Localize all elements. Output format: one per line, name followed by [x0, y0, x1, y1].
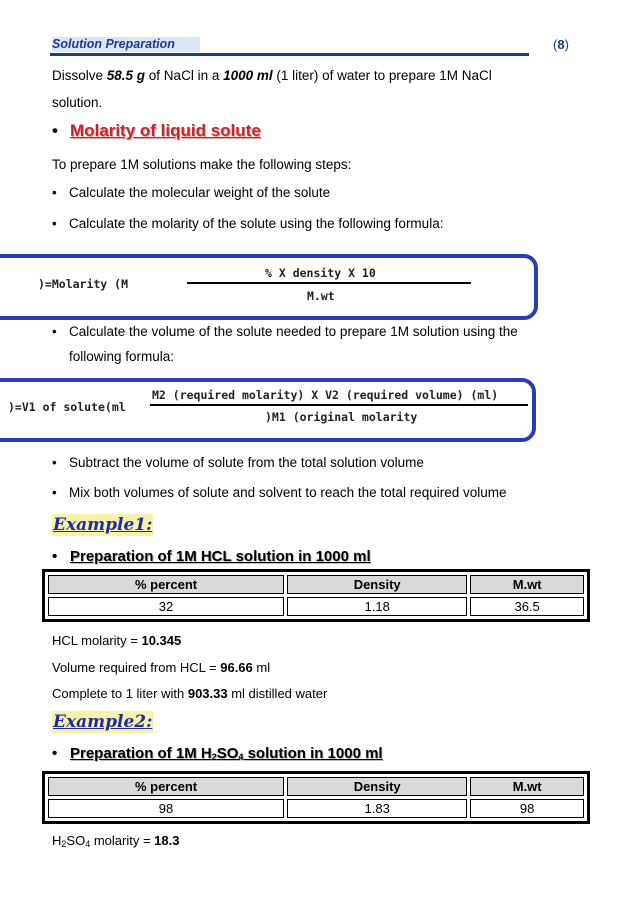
header-rule [50, 53, 529, 56]
step-3-line-2: following formula: [69, 349, 175, 364]
table-cell: 98 [48, 799, 284, 818]
formula-1-numerator: % X density X 10 [265, 266, 376, 280]
table-header-cell: Density [287, 575, 467, 594]
formula-1-fraction-bar [187, 282, 471, 284]
step-4: • Subtract the volume of solute from the total solution volume [52, 455, 424, 470]
page-header-title: Solution Preparation [52, 37, 200, 52]
example-2-title: Example2: [53, 712, 153, 732]
formula-1-denominator: M.wt [307, 289, 335, 303]
hcl-molarity: HCL molarity = 10.345 [52, 633, 182, 648]
table-cell: 1.18 [287, 597, 467, 616]
table-header-cell: % percent [48, 575, 284, 594]
page-number: (8) [553, 37, 569, 52]
example-2-subtitle: • Preparation of 1M $H_2SO_4$ solution in 1000 ml [52, 745, 383, 762]
example-1-subtitle: • Preparation of 1M HCL solution in 1000 ml [52, 548, 371, 565]
table-header-cell: % percent [48, 777, 284, 796]
table-row [48, 799, 584, 818]
table-header-row [48, 777, 584, 796]
step-5: • Mix both volumes of solute and solvent to reach the total required volume [52, 485, 507, 500]
hcl-complete: Complete to 1 liter with 903.33 ml distilled water [52, 686, 328, 701]
table-header-cell: M.wt [470, 777, 584, 796]
step-2: • Calculate the molarity of the solute using the following formula: [52, 216, 444, 231]
table-header-cell: Density [287, 777, 467, 796]
formula-2-lhs: )=V1 of solute(ml [8, 400, 126, 414]
table-cell: 98 [470, 799, 584, 818]
step-1: • Calculate the molecular weight of the solute [52, 185, 331, 200]
intro-line-1: Dissolve 58.5 g of NaCl in a 1000 ml (1 liter) of water to prepare 1M NaCl [52, 68, 492, 83]
table-cell: 1.83 [287, 799, 467, 818]
example-2-table [42, 771, 590, 824]
h2so4-molarity: $H_2SO_4$ molarity = 18.3 [52, 833, 180, 849]
table-header-cell: M.wt [470, 575, 584, 594]
formula-2-fraction-bar [150, 404, 528, 406]
formula-2-numerator: M2 (required molarity) X V2 (required volume) (ml) [152, 388, 499, 402]
steps-intro: To prepare 1M solutions make the following steps: [52, 157, 352, 172]
table-row [48, 597, 584, 616]
step-3-line-1: • Calculate the volume of the solute needed to prepare 1M solution using the [52, 324, 518, 339]
table-cell: 36.5 [470, 597, 584, 616]
formula-2-denominator: )M1 (original molarity [265, 410, 418, 424]
hcl-volume: Volume required from HCL = 96.66 ml [52, 660, 271, 675]
intro-line-2: solution. [52, 95, 103, 110]
formula-1-lhs: )=Molarity (M [38, 277, 129, 291]
example-1-table [42, 569, 590, 622]
example-1-title: Example1: [53, 515, 153, 535]
section-heading: • Molarity of liquid solute [52, 121, 261, 140]
table-header-row [48, 575, 584, 594]
table-cell: 32 [48, 597, 284, 616]
